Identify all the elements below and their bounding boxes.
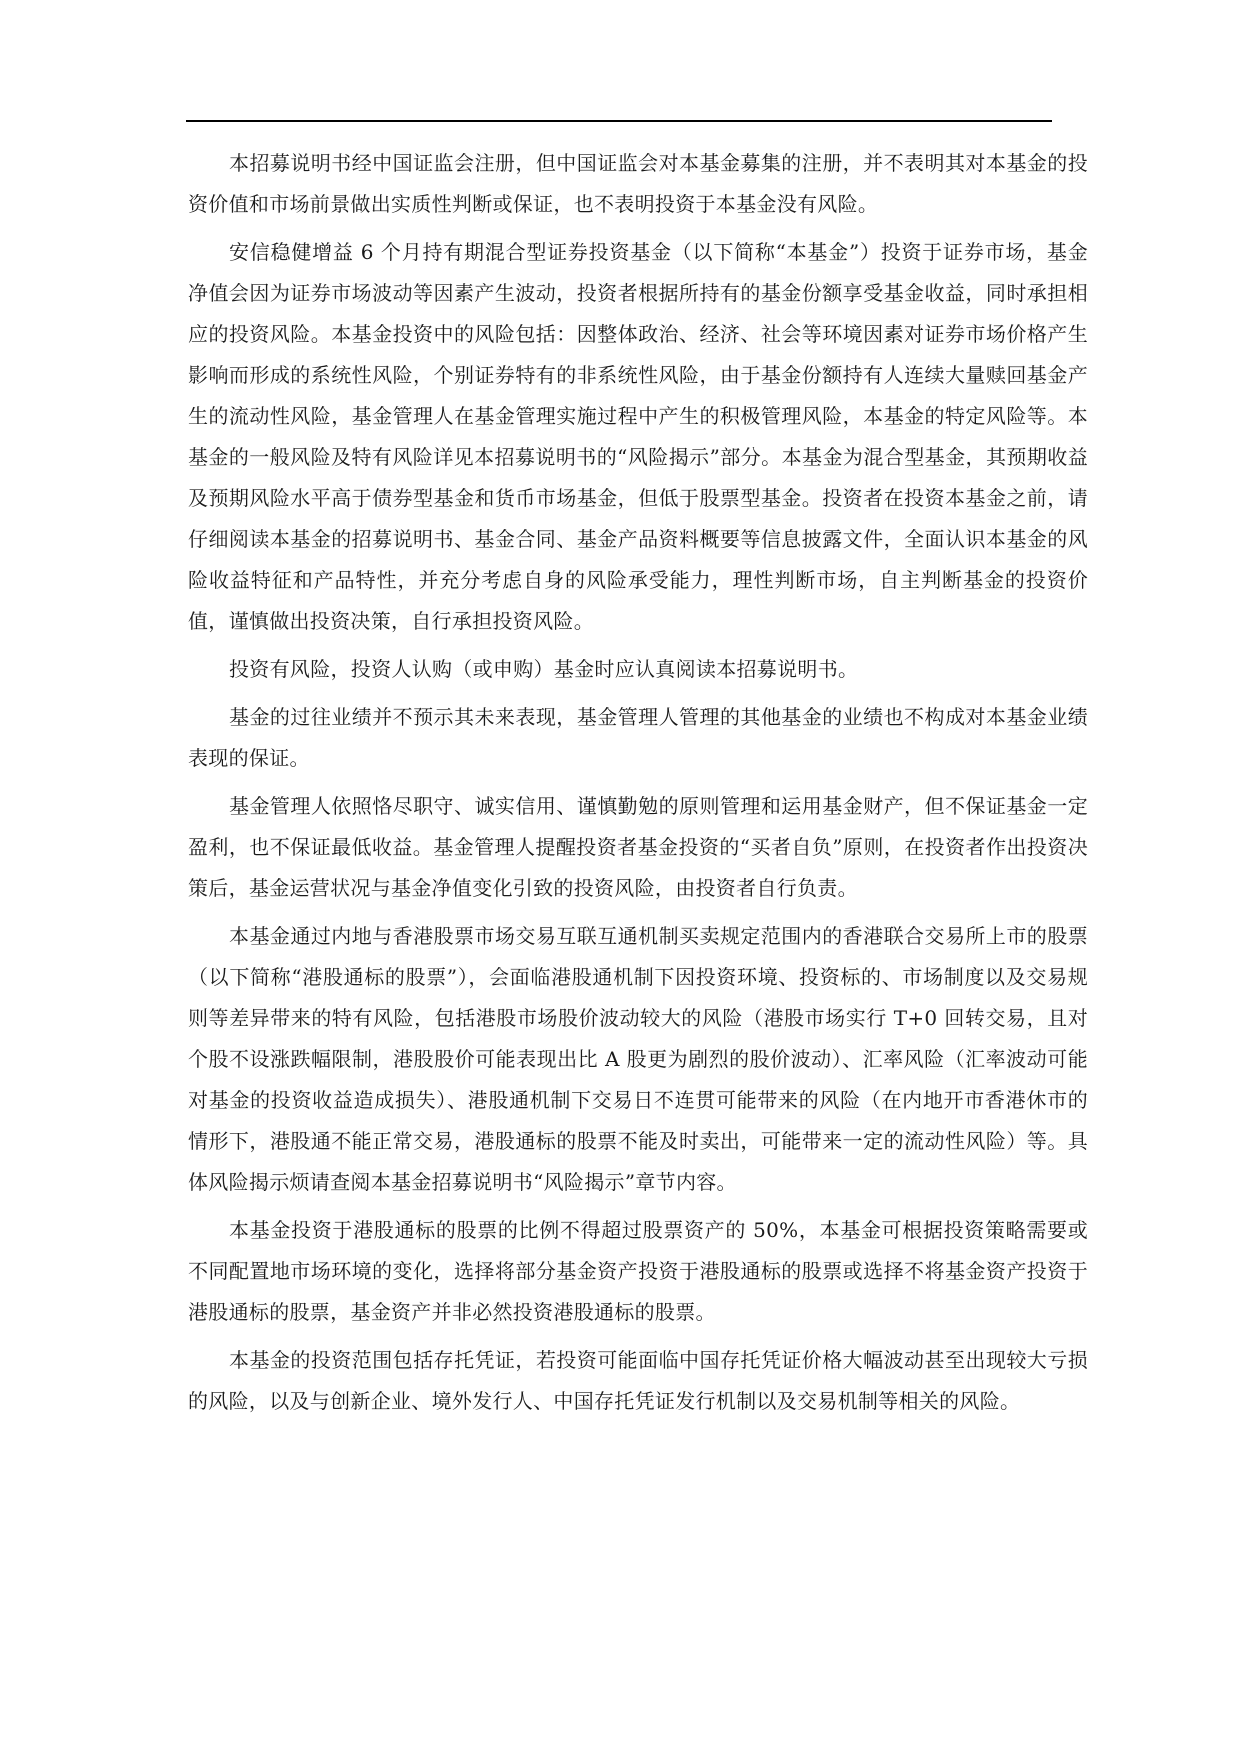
paragraph-hk-connect-ratio: 本基金投资于港股通标的股票的比例不得超过股票资产的 50%，本基金可根据投资策略需要或不同配置地市场环境的变化，选择将部分基金资产投资于港股通标的股票或选择不将基金资产投资于港股通标的股票，基金资产并非必然投资港股通标的股票。 [188, 1218, 1088, 1324]
document-body [188, 143, 1088, 1429]
paragraph-investment-risk-warning: 投资有风险，投资人认购（或申购）基金时应认真阅读本招募说明书。 [229, 657, 859, 681]
header-rule [186, 120, 1052, 122]
paragraph-fund-risk-overview: 安信稳健增益 6 个月持有期混合型证券投资基金（以下简称“本基金”）投资于证券市场，基金净值会因为证券市场波动等因素产生波动，投资者根据所持有的基金份额享受基金收益，同时承担相应的投资风险。本基金投资中的风险包括：因整体政治、经济、社会等环境因素对证券市场价格产生影响而形成的系统性风险，个别证券特有的非系统性风险，由于基金份额持有人连续大量赎回基金产生的流动性风险，基金管理人在基金管理实施过程中产生的积极管理风险，本基金的特定风险等。本基金的一般风险及特有风险详见本招募说明书的“风险揭示”部分。本基金为混合型基金，其预期收益及预期风险水平高于债券型基金和货币市场基金，但低于股票型基金。投资者在投资本基金之前，请仔细阅读本基金的招募说明书、基金合同、基金产品资料概要等信息披露文件，全面认识本基金的风险收益特征和产品特性，并充分考虑自身的风险承受能力，理性判断市场，自主判断基金的投资价值，谨慎做出投资决策，自行承担投资风险。 [188, 240, 1088, 633]
paragraph-past-performance: 基金的过往业绩并不预示其未来表现，基金管理人管理的其他基金的业绩也不构成对本基金业绩表现的保证。 [188, 705, 1088, 770]
paragraph-cdr-risk: 本基金的投资范围包括存托凭证，若投资可能面临中国存托凭证价格大幅波动甚至出现较大亏损的风险，以及与创新企业、境外发行人、中国存托凭证发行机制以及交易机制等相关的风险。 [188, 1348, 1088, 1413]
paragraph-hk-connect-risk: 本基金通过内地与香港股票市场交易互联互通机制买卖规定范围内的香港联合交易所上市的股票（以下简称“港股通标的股票”），会面临港股通机制下因投资环境、投资标的、市场制度以及交易规则等差异带来的特有风险，包括港股市场股价波动较大的风险（港股市场实行 T+0 回转交易，且对个股不设涨跌幅限制，港股股价可能表现出比 A 股更为剧烈的股价波动）、汇率风险（汇率波动可能对基金的投资收益造成损失）、港股通机制下交易日不连贯可能带来的风险（在内地开市香港休市的情形下，港股通不能正常交易，港股通标的股票不能及时卖出，可能带来一定的流动性风险）等。具体风险揭示烦请查阅本基金招募说明书“风险揭示”章节内容。 [188, 924, 1088, 1194]
paragraph-manager-duty: 基金管理人依照恪尽职守、诚实信用、谨慎勤勉的原则管理和运用基金财产，但不保证基金一定盈利，也不保证最低收益。基金管理人提醒投资者基金投资的“买者自负”原则，在投资者作出投资决策后，基金运营状况与基金净值变化引致的投资风险，由投资者自行负责。 [188, 794, 1088, 900]
paragraph-registration-notice: 本招募说明书经中国证监会注册，但中国证监会对本基金募集的注册，并不表明其对本基金的投资价值和市场前景做出实质性判断或保证，也不表明投资于本基金没有风险。 [188, 151, 1088, 216]
